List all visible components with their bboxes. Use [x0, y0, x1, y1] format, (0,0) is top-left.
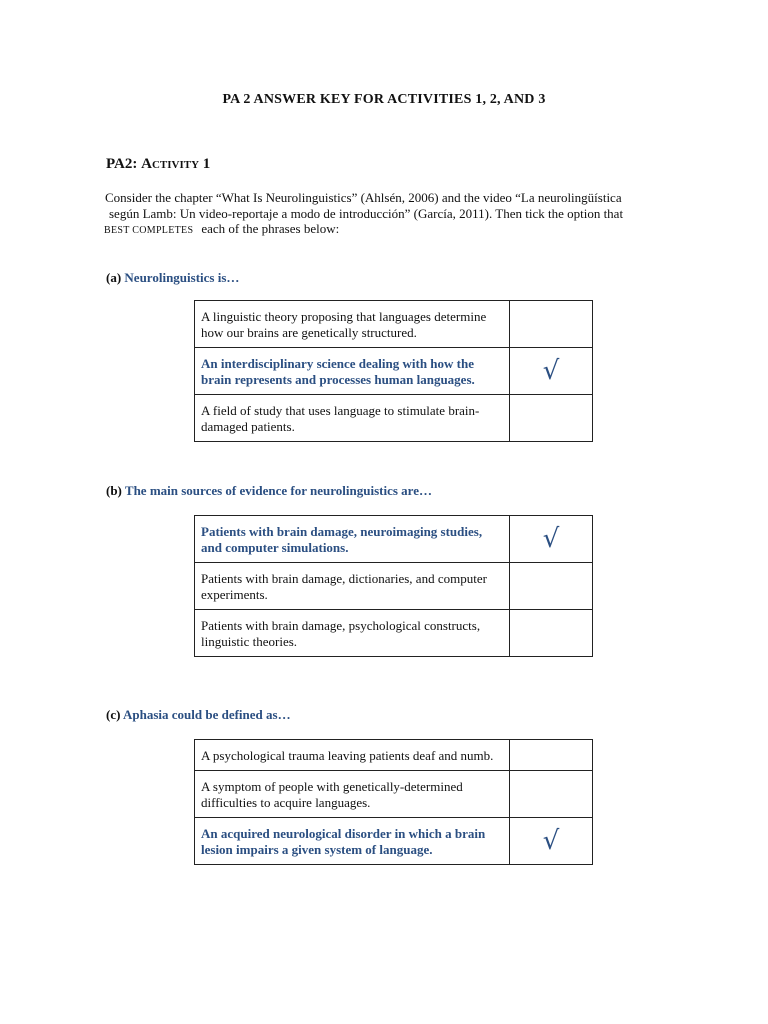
options-table-a: [194, 300, 593, 442]
option-row: [195, 301, 593, 348]
checkmark-icon[interactable]: √: [510, 516, 593, 563]
best-completes-emphasis: BEST COMPLETES: [104, 225, 194, 236]
option-text: A symptom of people with genetically-determined difficulties to acquire languages.: [195, 771, 510, 818]
option-text: Patients with brain damage, psychological constructs, linguistic theories.: [195, 610, 510, 657]
option-row: [195, 395, 593, 442]
tick-cell[interactable]: [510, 563, 593, 610]
question-a: [106, 270, 239, 286]
question-letter: (b): [106, 483, 122, 498]
question-b: [106, 483, 432, 499]
option-row: [195, 771, 593, 818]
tick-cell[interactable]: [510, 301, 593, 348]
tick-cell[interactable]: [510, 740, 593, 771]
option-row: [195, 563, 593, 610]
option-text: Patients with brain damage, dictionaries, and computer experiments.: [195, 563, 510, 610]
question-letter: (a): [106, 270, 122, 285]
checkmark-icon[interactable]: √: [510, 818, 593, 865]
question-stem: The main sources of evidence for neurolinguistics are…: [124, 483, 432, 498]
instructions-line-3: [104, 221, 339, 239]
instructions-line-1: Consider the chapter “What Is Neurolinguistics” (Ahlsén, 2006) and the video “La neurolingüística: [105, 190, 622, 205]
document-title: PA 2 ANSWER KEY FOR ACTIVITIES 1, 2, AND 3: [222, 92, 546, 107]
tick-cell[interactable]: [510, 610, 593, 657]
option-row: [195, 740, 593, 771]
option-text-correct: Patients with brain damage, neuroimaging studies, and computer simulations.: [195, 516, 510, 563]
option-text-correct: An interdisciplinary science dealing with how the brain represents and processes human languages.: [195, 348, 510, 395]
option-row: [195, 516, 593, 563]
option-text-correct: An acquired neurological disorder in which a brain lesion impairs a given system of language.: [195, 818, 510, 865]
tick-cell[interactable]: [510, 771, 593, 818]
option-text: A field of study that uses language to stimulate brain-damaged patients.: [195, 395, 510, 442]
question-stem: Aphasia could be defined as…: [122, 707, 291, 722]
instructions-line-2: según Lamb: Un video-reportaje a modo de introducción” (García, 2011). Then tick the option that: [109, 206, 624, 221]
activity-heading: [106, 156, 210, 173]
options-table-c: [194, 739, 593, 865]
option-row: [195, 348, 593, 395]
instructions-line-3-rest: each of the phrases below:: [201, 221, 340, 236]
tick-cell[interactable]: [510, 395, 593, 442]
option-text: A psychological trauma leaving patients deaf and numb.: [195, 740, 510, 771]
options-table-b: [194, 515, 593, 657]
checkmark-icon[interactable]: √: [510, 348, 593, 395]
option-row: [195, 818, 593, 865]
option-row: [195, 610, 593, 657]
question-stem: Neurolinguistics is…: [124, 270, 240, 285]
activity-label: Activity 1: [141, 156, 211, 172]
question-letter: (c): [106, 707, 121, 722]
option-text: A linguistic theory proposing that languages determine how our brains are genetically structured.: [195, 301, 510, 348]
question-c: [106, 707, 291, 723]
activity-prefix: PA2:: [106, 156, 142, 172]
